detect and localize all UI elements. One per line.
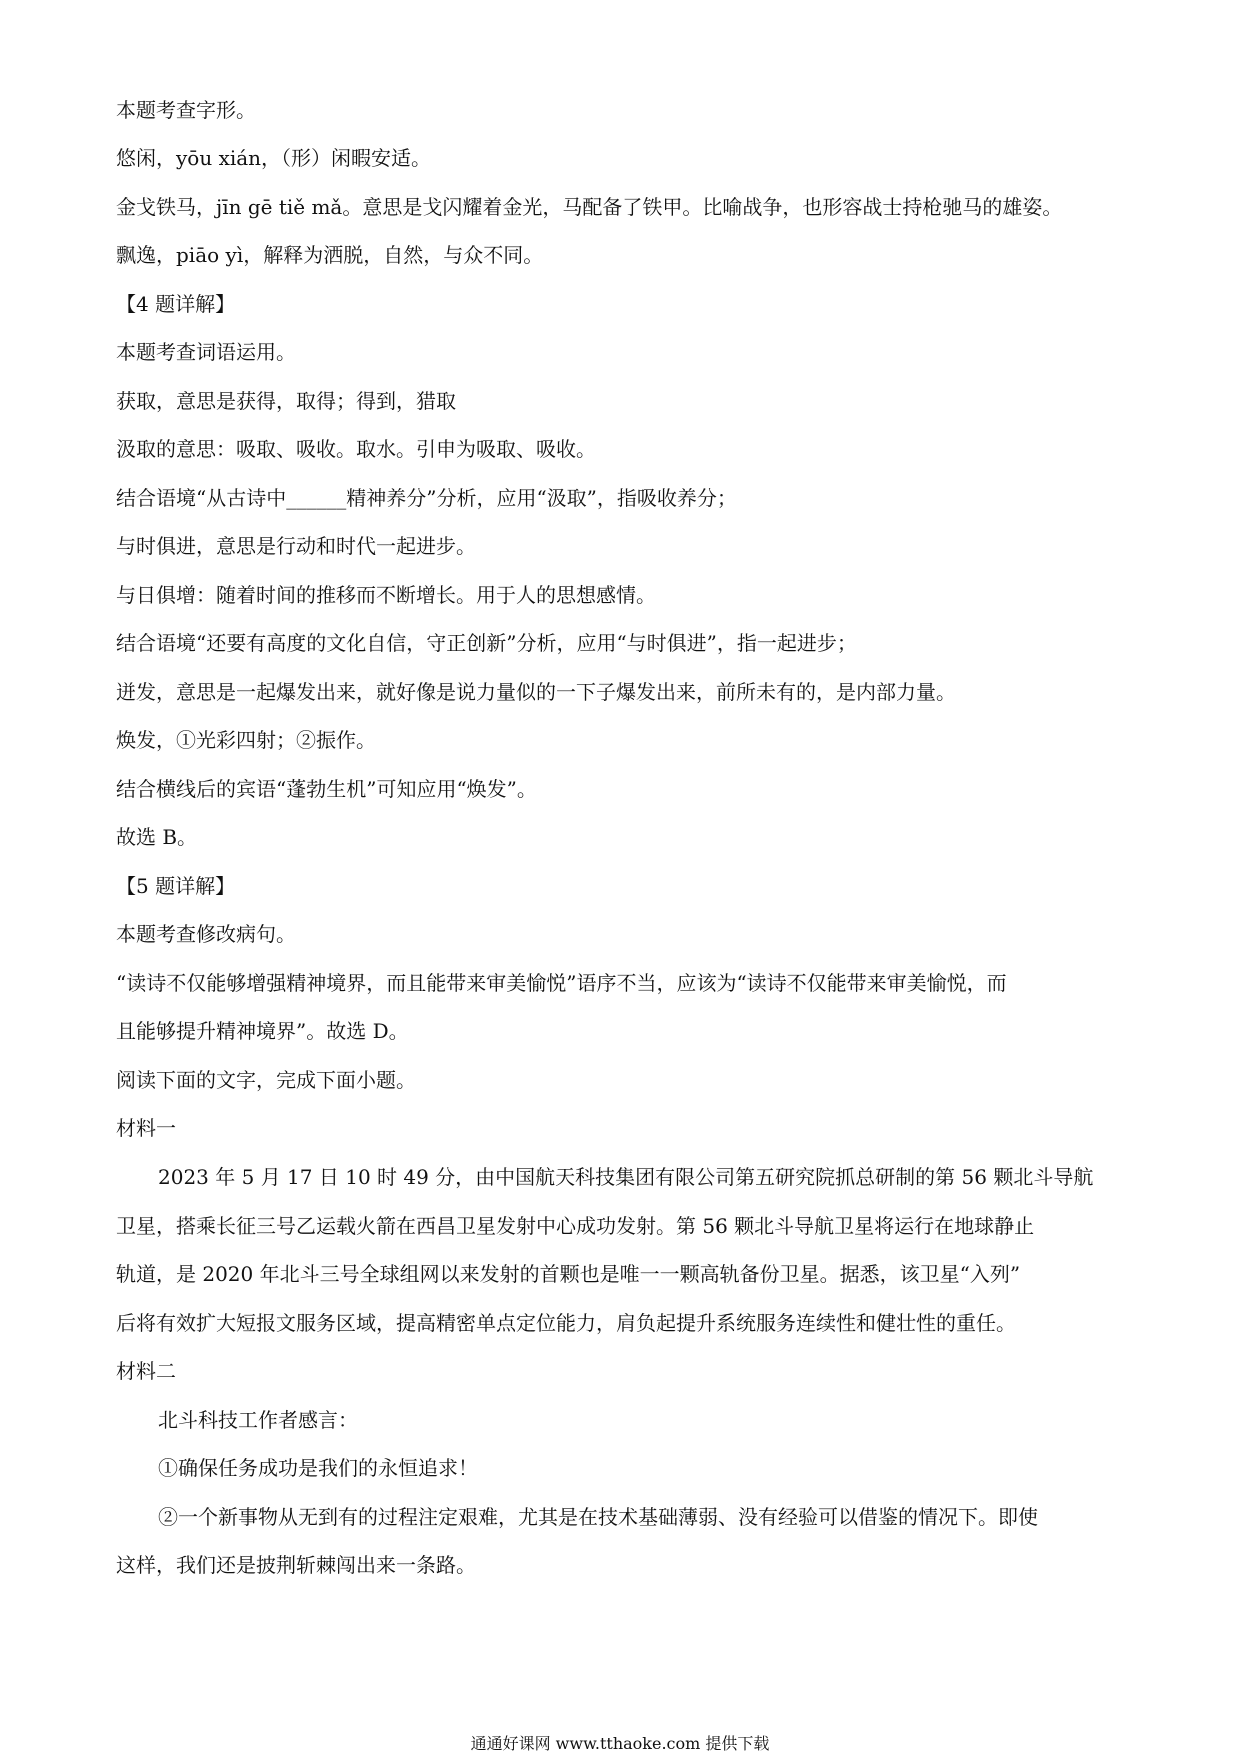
text-line: 悠闲，yōu xián，（形）闲暇安适。 bbox=[116, 146, 432, 170]
text-line: 且能够提升精神境界”。故选 D。 bbox=[116, 1019, 409, 1043]
material-text: ①确保任务成功是我们的永恒追求！ bbox=[158, 1456, 478, 1480]
section-heading: 【5 题详解】 bbox=[116, 874, 236, 898]
text-line: 金戈铁马，jīn gē tiě mǎ。意思是戈闪耀着金光，马配备了铁甲。比喻战争，也形容战士持枪驰马的雄姿。 bbox=[116, 195, 1063, 219]
text-line: 本题考查修改病句。 bbox=[116, 922, 296, 946]
text-line: 焕发，①光彩四射；②振作。 bbox=[116, 728, 376, 752]
text-line: 本题考查字形。 bbox=[116, 98, 256, 122]
text-line: 与时俱进，意思是行动和时代一起进步。 bbox=[116, 534, 476, 558]
answer-line: 故选 B。 bbox=[116, 825, 198, 849]
material-text: 2023 年 5 月 17 日 10 时 49 分，由中国航天科技集团有限公司第五研究院抓总研制的第 56 颗北斗导航 bbox=[158, 1165, 1094, 1189]
text-line: 本题考查词语运用。 bbox=[116, 340, 296, 364]
text-line: 迸发，意思是一起爆发出来，就好像是说力量似的一下子爆发出来，前所未有的，是内部力量。 bbox=[116, 680, 956, 704]
text-line: 结合语境“从古诗中______精神养分”分析，应用“汲取”，指吸收养分； bbox=[116, 486, 737, 510]
text-line: 汲取的意思：吸取、吸收。取水。引申为吸取、吸收。 bbox=[116, 437, 596, 461]
section-heading: 【4 题详解】 bbox=[116, 292, 236, 316]
material-text: 卫星，搭乘长征三号乙运载火箭在西昌卫星发射中心成功发射。第 56 颗北斗导航卫星将运行在地球静止 bbox=[116, 1214, 1035, 1238]
text-line: 结合横线后的宾语“蓬勃生机”可知应用“焕发”。 bbox=[116, 777, 537, 801]
text-line: 与日俱增：随着时间的推移而不断增长。用于人的思想感情。 bbox=[116, 583, 656, 607]
material-heading: 材料二 bbox=[116, 1359, 176, 1383]
material-text: 北斗科技工作者感言： bbox=[158, 1408, 358, 1432]
page-footer: 通通好课网 www.tthaoke.com 提供下载 bbox=[470, 1734, 770, 1753]
text-line: 阅读下面的文字，完成下面小题。 bbox=[116, 1068, 416, 1092]
text-line: 获取，意思是获得，取得；得到，猎取 bbox=[116, 389, 456, 413]
material-heading: 材料一 bbox=[116, 1116, 176, 1140]
material-text: 轨道，是 2020 年北斗三号全球组网以来发射的首颗也是唯一一颗高轨备份卫星。据悉，该卫星“入列” bbox=[116, 1262, 1021, 1286]
material-text: 这样，我们还是披荆斩棘闯出来一条路。 bbox=[116, 1553, 476, 1577]
text-line: 飘逸，piāo yì，解释为洒脱，自然，与众不同。 bbox=[116, 243, 544, 267]
material-text: ②一个新事物从无到有的过程注定艰难，尤其是在技术基础薄弱、没有经验可以借鉴的情况下。即使 bbox=[158, 1505, 1038, 1529]
text-line: “读诗不仅能够增强精神境界，而且能带来审美愉悦”语序不当，应该为“读诗不仅能带来审美愉悦，而 bbox=[116, 971, 1007, 995]
text-line: 结合语境“还要有高度的文化自信，守正创新”分析，应用“与时俱进”，指一起进步； bbox=[116, 631, 857, 655]
material-text: 后将有效扩大短报文服务区域，提高精密单点定位能力，肩负起提升系统服务连续性和健壮性的重任。 bbox=[116, 1311, 1016, 1335]
